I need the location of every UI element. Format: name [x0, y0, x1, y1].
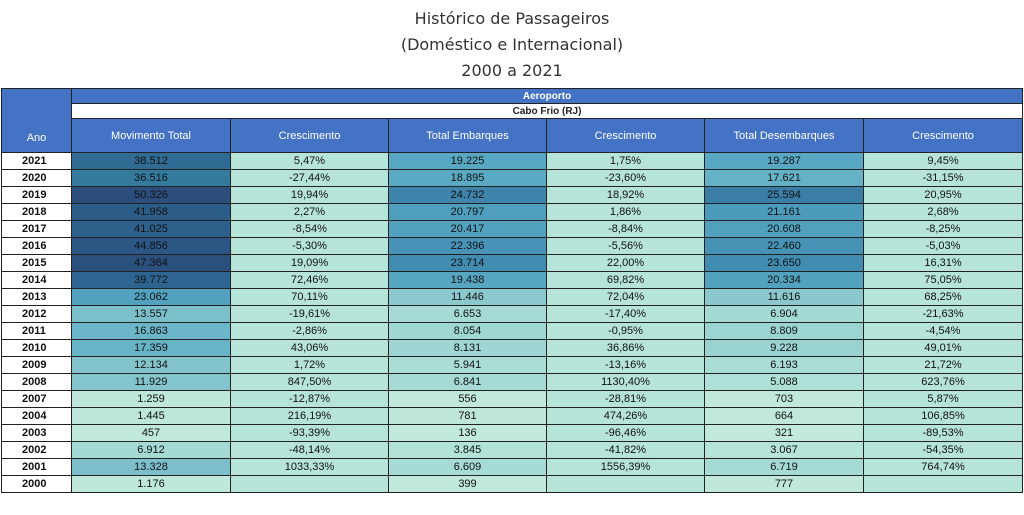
crescimento-desembarques-cell: 623,76%: [864, 374, 1023, 391]
crescimento-embarques-cell: 1,75%: [547, 153, 705, 170]
crescimento-total-cell: 5,47%: [231, 153, 389, 170]
movimento-total-cell: 13.557: [72, 306, 231, 323]
total-desembarques-cell: 664: [705, 408, 864, 425]
crescimento-desembarques-cell: 2,68%: [864, 204, 1023, 221]
movimento-total-cell: 1.259: [72, 391, 231, 408]
year-cell: 2001: [2, 459, 72, 476]
total-desembarques-cell: 321: [705, 425, 864, 442]
year-cell: 2000: [2, 476, 72, 493]
total-embarques-cell: 3.845: [389, 442, 547, 459]
movimento-total-cell: 17.359: [72, 340, 231, 357]
col-header-total-embarques: Total Embarques: [389, 119, 547, 153]
table-row: [2, 442, 1023, 459]
table-row: [2, 391, 1023, 408]
year-cell: 2015: [2, 255, 72, 272]
crescimento-embarques-cell: -8,84%: [547, 221, 705, 238]
crescimento-embarques-cell: 72,04%: [547, 289, 705, 306]
crescimento-desembarques-cell: 49,01%: [864, 340, 1023, 357]
total-embarques-cell: 6.841: [389, 374, 547, 391]
total-desembarques-cell: 9.228: [705, 340, 864, 357]
table-row: [2, 425, 1023, 442]
table-row: [2, 374, 1023, 391]
total-embarques-cell: 24.732: [389, 187, 547, 204]
crescimento-desembarques-cell: -4,54%: [864, 323, 1023, 340]
year-cell: 2008: [2, 374, 72, 391]
crescimento-embarques-cell: 1556,39%: [547, 459, 705, 476]
table-row: [2, 459, 1023, 476]
total-embarques-cell: 6.609: [389, 459, 547, 476]
crescimento-total-cell: 72,46%: [231, 272, 389, 289]
total-desembarques-cell: 25.594: [705, 187, 864, 204]
crescimento-total-cell: 19,09%: [231, 255, 389, 272]
total-desembarques-cell: 6.719: [705, 459, 864, 476]
total-desembarques-cell: 8.809: [705, 323, 864, 340]
total-embarques-cell: 19.225: [389, 153, 547, 170]
crescimento-desembarques-cell: 68,25%: [864, 289, 1023, 306]
year-cell: 2004: [2, 408, 72, 425]
crescimento-embarques-cell: 22,00%: [547, 255, 705, 272]
table-row: [2, 170, 1023, 187]
table-row: [2, 153, 1023, 170]
year-cell: 2017: [2, 221, 72, 238]
movimento-total-cell: 50.326: [72, 187, 231, 204]
year-cell: 2007: [2, 391, 72, 408]
crescimento-total-cell: -19,61%: [231, 306, 389, 323]
total-desembarques-cell: 22.460: [705, 238, 864, 255]
total-desembarques-cell: 11.616: [705, 289, 864, 306]
crescimento-desembarques-cell: 106,85%: [864, 408, 1023, 425]
table-row: [2, 289, 1023, 306]
year-cell: 2003: [2, 425, 72, 442]
crescimento-embarques-cell: 1130,40%: [547, 374, 705, 391]
movimento-total-cell: 6.912: [72, 442, 231, 459]
crescimento-desembarques-cell: -89,53%: [864, 425, 1023, 442]
crescimento-total-cell: [231, 476, 389, 493]
total-embarques-cell: 5.941: [389, 357, 547, 374]
crescimento-embarques-cell: -13,16%: [547, 357, 705, 374]
title-line-2: (Doméstico e Internacional): [400, 35, 624, 54]
crescimento-total-cell: -2,86%: [231, 323, 389, 340]
table-row: [2, 323, 1023, 340]
year-cell: 2014: [2, 272, 72, 289]
total-desembarques-cell: 777: [705, 476, 864, 493]
total-embarques-cell: 8.054: [389, 323, 547, 340]
crescimento-total-cell: 70,11%: [231, 289, 389, 306]
total-embarques-cell: 20.417: [389, 221, 547, 238]
movimento-total-cell: 36.516: [72, 170, 231, 187]
table-row: [2, 306, 1023, 323]
crescimento-desembarques-cell: -31,15%: [864, 170, 1023, 187]
crescimento-desembarques-cell: 75,05%: [864, 272, 1023, 289]
table-row: [2, 357, 1023, 374]
movimento-total-cell: 41.025: [72, 221, 231, 238]
movimento-total-cell: 23.062: [72, 289, 231, 306]
total-desembarques-cell: 5.088: [705, 374, 864, 391]
crescimento-total-cell: 216,19%: [231, 408, 389, 425]
total-desembarques-cell: 3.067: [705, 442, 864, 459]
year-cell: 2012: [2, 306, 72, 323]
crescimento-total-cell: -27,44%: [231, 170, 389, 187]
table-row: [2, 204, 1023, 221]
movimento-total-cell: 1.445: [72, 408, 231, 425]
total-embarques-cell: 18.895: [389, 170, 547, 187]
group-header: Aeroporto: [72, 89, 1023, 104]
crescimento-desembarques-cell: [864, 476, 1023, 493]
table-row: [2, 221, 1023, 238]
crescimento-embarques-cell: -0,95%: [547, 323, 705, 340]
crescimento-total-cell: -93,39%: [231, 425, 389, 442]
movimento-total-cell: 38.512: [72, 153, 231, 170]
year-header: Ano: [2, 89, 72, 153]
crescimento-desembarques-cell: 21,72%: [864, 357, 1023, 374]
table-row: [2, 255, 1023, 272]
total-embarques-cell: 20.797: [389, 204, 547, 221]
crescimento-embarques-cell: 36,86%: [547, 340, 705, 357]
crescimento-embarques-cell: -23,60%: [547, 170, 705, 187]
col-header-crescimento-total: Crescimento: [231, 119, 389, 153]
crescimento-total-cell: 1033,33%: [231, 459, 389, 476]
crescimento-desembarques-cell: -8,25%: [864, 221, 1023, 238]
total-embarques-cell: 22.396: [389, 238, 547, 255]
total-embarques-cell: 556: [389, 391, 547, 408]
year-cell: 2018: [2, 204, 72, 221]
col-header-crescimento-embarques: Crescimento: [547, 119, 705, 153]
table-body: [2, 153, 1023, 493]
table-row: [2, 187, 1023, 204]
total-desembarques-cell: 21.161: [705, 204, 864, 221]
total-desembarques-cell: 20.334: [705, 272, 864, 289]
table-row: [2, 238, 1023, 255]
col-header-movimento-total: Movimento Total: [72, 119, 231, 153]
crescimento-desembarques-cell: 9,45%: [864, 153, 1023, 170]
total-embarques-cell: 399: [389, 476, 547, 493]
crescimento-total-cell: 847,50%: [231, 374, 389, 391]
crescimento-total-cell: -8,54%: [231, 221, 389, 238]
table-row: [2, 408, 1023, 425]
crescimento-desembarques-cell: 764,74%: [864, 459, 1023, 476]
crescimento-desembarques-cell: 5,87%: [864, 391, 1023, 408]
crescimento-embarques-cell: -17,40%: [547, 306, 705, 323]
table-row: [2, 340, 1023, 357]
crescimento-desembarques-cell: 20,95%: [864, 187, 1023, 204]
crescimento-embarques-cell: -28,81%: [547, 391, 705, 408]
crescimento-embarques-cell: 1,86%: [547, 204, 705, 221]
passenger-table: [1, 88, 1023, 493]
crescimento-embarques-cell: -96,46%: [547, 425, 705, 442]
crescimento-desembarques-cell: 16,31%: [864, 255, 1023, 272]
movimento-total-cell: 11.929: [72, 374, 231, 391]
total-embarques-cell: 136: [389, 425, 547, 442]
table-row: [2, 476, 1023, 493]
crescimento-desembarques-cell: -5,03%: [864, 238, 1023, 255]
movimento-total-cell: 39.772: [72, 272, 231, 289]
total-embarques-cell: 6.653: [389, 306, 547, 323]
year-cell: 2013: [2, 289, 72, 306]
year-cell: 2016: [2, 238, 72, 255]
movimento-total-cell: 457: [72, 425, 231, 442]
movimento-total-cell: 41.958: [72, 204, 231, 221]
total-desembarques-cell: 20.608: [705, 221, 864, 238]
crescimento-embarques-cell: -5,56%: [547, 238, 705, 255]
crescimento-embarques-cell: [547, 476, 705, 493]
year-cell: 2010: [2, 340, 72, 357]
total-embarques-cell: 19.438: [389, 272, 547, 289]
title-line-1: Histórico de Passageiros: [414, 9, 610, 28]
total-desembarques-cell: 6.904: [705, 306, 864, 323]
crescimento-total-cell: 43,06%: [231, 340, 389, 357]
crescimento-total-cell: -5,30%: [231, 238, 389, 255]
movimento-total-cell: 12.134: [72, 357, 231, 374]
crescimento-desembarques-cell: -21,63%: [864, 306, 1023, 323]
col-header-crescimento-desembarques: Crescimento: [864, 119, 1023, 153]
crescimento-total-cell: 19,94%: [231, 187, 389, 204]
title-line-3: 2000 a 2021: [461, 61, 563, 80]
crescimento-total-cell: -12,87%: [231, 391, 389, 408]
movimento-total-cell: 44.856: [72, 238, 231, 255]
movimento-total-cell: 47.364: [72, 255, 231, 272]
crescimento-total-cell: 2,27%: [231, 204, 389, 221]
total-embarques-cell: 23.714: [389, 255, 547, 272]
crescimento-total-cell: -48,14%: [231, 442, 389, 459]
col-header-total-desembarques: Total Desembarques: [705, 119, 864, 153]
total-embarques-cell: 11.446: [389, 289, 547, 306]
total-desembarques-cell: 6.193: [705, 357, 864, 374]
total-embarques-cell: 781: [389, 408, 547, 425]
total-desembarques-cell: 17.621: [705, 170, 864, 187]
year-cell: 2009: [2, 357, 72, 374]
airport-header: Cabo Frio (RJ): [72, 104, 1023, 119]
crescimento-embarques-cell: 69,82%: [547, 272, 705, 289]
year-cell: 2019: [2, 187, 72, 204]
total-desembarques-cell: 703: [705, 391, 864, 408]
crescimento-embarques-cell: 18,92%: [547, 187, 705, 204]
year-cell: 2002: [2, 442, 72, 459]
total-desembarques-cell: 19.287: [705, 153, 864, 170]
movimento-total-cell: 13.328: [72, 459, 231, 476]
movimento-total-cell: 1.176: [72, 476, 231, 493]
crescimento-embarques-cell: 474,26%: [547, 408, 705, 425]
table-row: [2, 272, 1023, 289]
crescimento-desembarques-cell: -54,35%: [864, 442, 1023, 459]
crescimento-total-cell: 1,72%: [231, 357, 389, 374]
total-desembarques-cell: 23.650: [705, 255, 864, 272]
movimento-total-cell: 16.863: [72, 323, 231, 340]
year-cell: 2011: [2, 323, 72, 340]
year-cell: 2021: [2, 153, 72, 170]
total-embarques-cell: 8.131: [389, 340, 547, 357]
crescimento-embarques-cell: -41,82%: [547, 442, 705, 459]
year-cell: 2020: [2, 170, 72, 187]
